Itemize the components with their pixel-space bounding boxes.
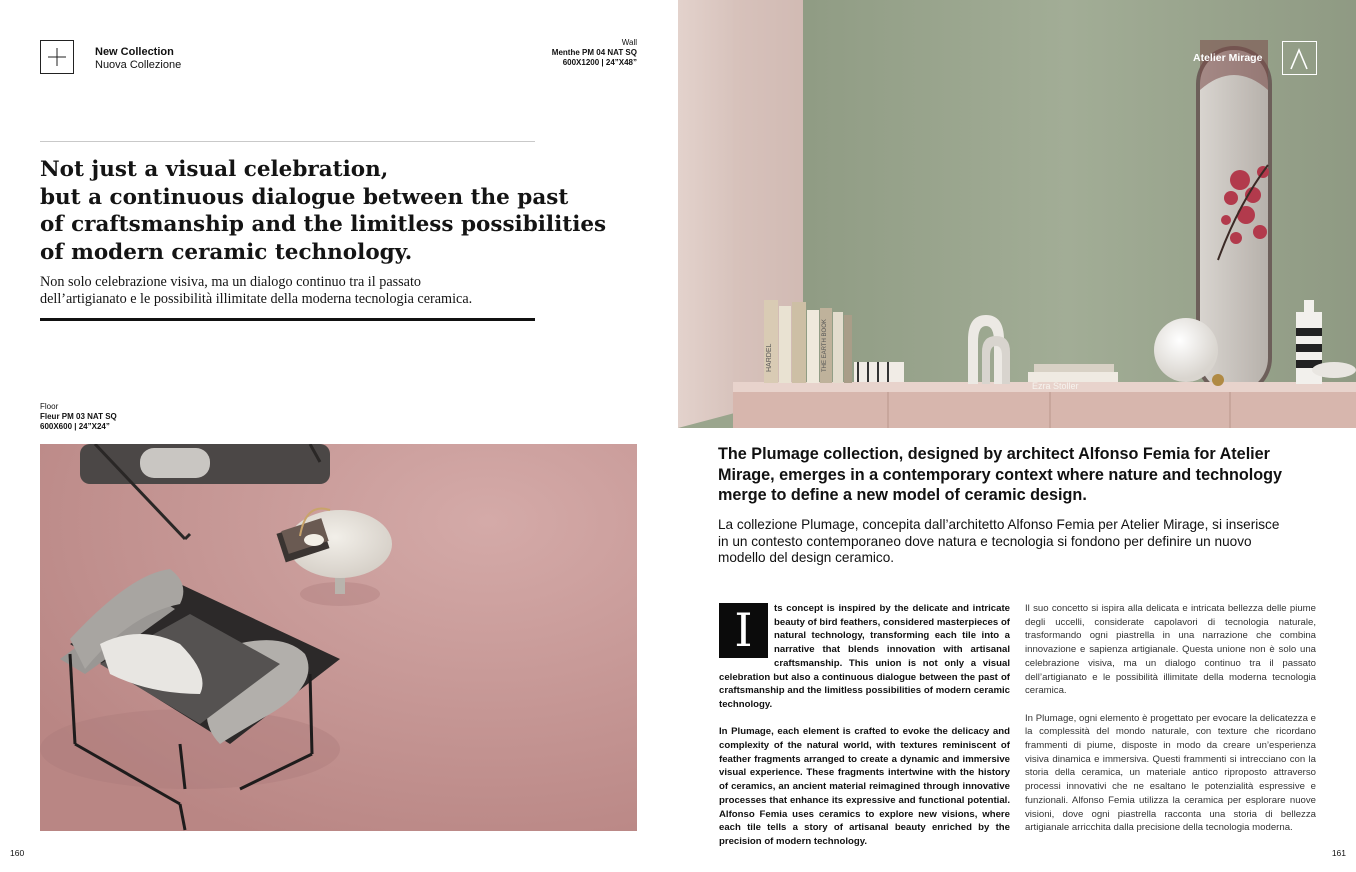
wall-spec-product: Menthe PM 04 NAT SQ [551,48,637,57]
book-spine-text: HARDEL [766,343,773,372]
headline-line: but a continuous dialogue between the past [40,184,569,210]
body-paragraph: Il suo concetto si ispira alla delicata e intricata bellezza delle piume degli uccelli, considerate capolavori di tecnologia naturale, trasformando ogni piastrella in una narrazione che combina innovazione e sapienza artigianale. Questa unione non è solo una celebrazione visiva, ma un dialogo continuo tra il passato dell’artigianato e le possibilità illimitate della moderna tecnologia ceramica. [1025,603,1316,697]
floor-spec [40,402,117,432]
brand-name: Atelier Mirage [1193,52,1263,64]
headline [40,156,607,266]
floor-photo [40,444,637,831]
wall-photo [678,0,1356,428]
logo-mark [1283,42,1315,73]
floor-spec-category: Floor [40,402,59,411]
headline-line: Not just a visual celebration, [40,157,389,182]
body-paragraph: In Plumage, each element is crafted to evoke the delicacy and complexity of the natural world, with textures reminiscent of feather fragments arranged to create a dynamic and immersive visual experience. These fragments intertwine with the history of ceramics, an ancient material reimagined through innovative processes that enhance its expressive and functional potential. Alfonso Femia uses ceramics to explore new visions, where each tile tells a story of artisanal beauty enriched by the precision of modern technology. [719,726,1010,847]
body-column-en [719,602,1010,862]
page-number-right: 161 [1331,848,1346,858]
subhead-line: Non solo celebrazione visiva, ma un dialogo continuo tra il passato [40,274,421,290]
lead-paragraph-en [718,444,1318,506]
book-spine-text: THE EARTH BOOK [822,319,828,372]
drop-cap: I [719,603,768,658]
headline-line: of craftsmanship and the limitless possibilities [40,212,607,237]
wall-photo-illustration [678,0,1356,428]
body-column-it [1025,602,1316,849]
body-text: ts concept is inspired by the delicate and intricate beauty of bird feathers, considered masterpieces of natural technology, transforming each tile into a narrative that blends innovation with artisanal craftsmanship. This union is not only a visual celebration but also a continuous dialogue between the past of craftsmanship and the limitless possibilities of modern ceramic technology. [719,603,1010,710]
floor-photo-illustration [40,444,637,831]
subhead-line: dell’artigianato e le possibilità illimitate della moderna tecnologia ceramica. [40,290,473,307]
lead-line: merge to define a new model of ceramic design. [718,486,1087,504]
divider-thin [40,141,535,142]
lead-paragraph-it [718,517,1318,567]
wall-spec-category: Wall [621,38,637,47]
lead-it-line: La collezione Plumage, concepita dall’architetto Alfonso Femia per Atelier Mirage, si inserisce [718,517,1280,532]
lead-line: The Plumage collection, designed by architect Alfonso Femia for Atelier [718,445,1270,463]
lead-it-line: modello del design ceramico. [718,550,895,565]
collection-label [95,46,181,72]
lead-line: Mirage, emerges in a contemporary context where nature and technology [718,465,1283,484]
floor-spec-size: 600X600 | 24”X24” [40,422,110,431]
floor-spec-product: Fleur PM 03 NAT SQ [40,412,117,421]
body-paragraph [719,602,1010,712]
atelier-mirage-logo-icon [1282,41,1317,75]
book-title-text: Ezra Stoller [1032,381,1079,391]
lead-it-line: in un contesto contemporaneo dove natura e tecnologia si fondono per definire un nuovo [718,533,1252,549]
subheadline-italian [40,274,545,307]
divider-thick [40,318,535,321]
page-number-left: 160 [10,848,25,858]
collection-label-en: New Collection [95,46,174,58]
collection-label-it: Nuova Collezione [95,59,182,71]
plus-icon [40,40,74,74]
wall-spec [552,38,637,68]
wall-spec-size: 600X1200 | 24”X48” [562,58,637,67]
headline-line: of modern ceramic technology. [40,239,413,265]
body-paragraph: In Plumage, ogni elemento è progettato per evocare la delicatezza e la complessità del mondo naturale, con texture che ricordano frammenti di piume, disposte in modo da creare un’esperienza visiva dinamica e immersiva. Questi frammenti si intrecciano con la storia della ceramica, un materiale antico riproposto attraverso processi innovativi che ne esaltano le potenzialità espressive e funzionali. Alfonso Femia utilizza la ceramica per esplorare nuove visioni, dove ogni piastrella racconta una storia di bellezza artigianale arricchita dalla precisione della tecnologia moderna. [1025,712,1316,834]
